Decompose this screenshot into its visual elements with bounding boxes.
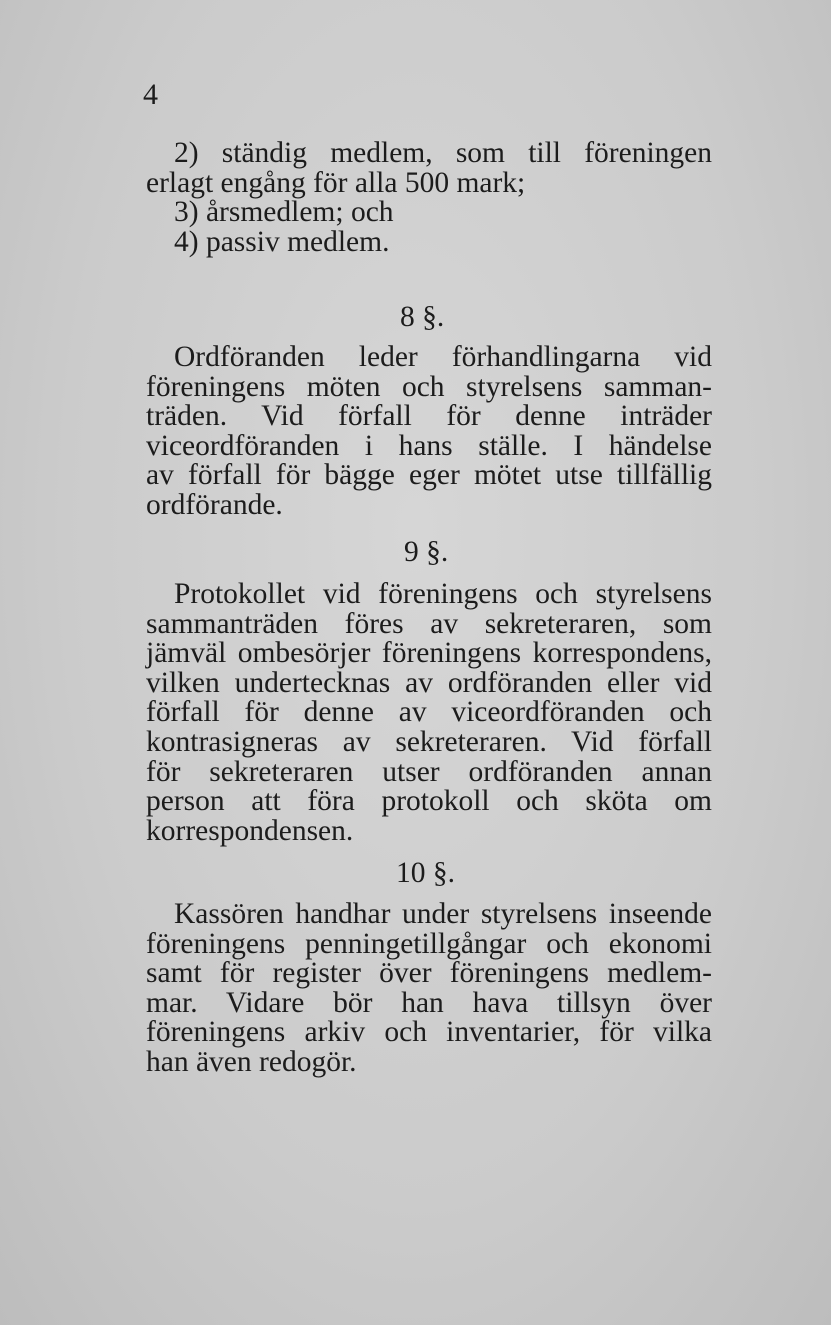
text-line: föreningens möten och styrelsens samman- — [146, 370, 712, 403]
text-line: 2) ständig medlem, som till föreningen — [174, 137, 712, 169]
section-9-paragraph — [146, 580, 712, 846]
text-line: Protokollet vid föreningens och styrelsens — [174, 578, 712, 610]
text-line: erlagt engång för alla 500 mark; — [146, 166, 526, 199]
text-line: förfall för denne av viceordföranden och — [146, 696, 712, 729]
section-heading-9: 9 §. — [404, 536, 449, 568]
text-line: korrespondensen. — [146, 814, 354, 847]
text-line: Ordföranden leder förhandlingarna vid — [174, 341, 712, 373]
text-line: sammanträden föres av sekreteraren, som — [146, 607, 712, 640]
text-line: 4) passiv medlem. — [174, 225, 390, 258]
text-line: för sekreteraren utser ordföranden annan — [146, 755, 712, 788]
text-line: ordförande. — [146, 488, 283, 521]
text-line: vilken undertecknas av ordföranden eller vid — [146, 666, 712, 699]
text-line: föreningens penningetillgångar och ekonomi — [146, 927, 712, 960]
text-line: av förfall för bägge eger mötet utse tillfällig — [146, 459, 712, 492]
text-line: föreningens arkiv och inventarier, för vilka — [146, 1016, 712, 1049]
text-line: Kassören handhar under styrelsens inseende — [174, 898, 712, 930]
section-8-paragraph — [146, 343, 712, 521]
member-list — [146, 139, 712, 257]
text-line: kontrasigneras av sekreteraren. Vid förfall — [146, 725, 712, 758]
text-line: träden. Vid förfall för denne inträder — [146, 400, 712, 433]
section-heading-10: 10 §. — [396, 857, 455, 889]
section-heading-8: 8 §. — [400, 301, 445, 333]
text-line: samt för register över föreningens medlem- — [146, 957, 712, 990]
text-line: han även redogör. — [146, 1045, 357, 1078]
text-line: person att föra protokoll och sköta om — [146, 785, 712, 818]
text-line: mar. Vidare bör han hava tillsyn över — [146, 986, 712, 1019]
text-line: viceordföranden i hans ställe. I händelse — [146, 429, 712, 462]
page-number: 4 — [143, 78, 158, 111]
section-10-paragraph — [146, 900, 712, 1078]
text-line: jämväl ombesörjer föreningens korrespondens, — [146, 637, 712, 670]
text-line: 3) årsmedlem; och — [174, 196, 394, 229]
